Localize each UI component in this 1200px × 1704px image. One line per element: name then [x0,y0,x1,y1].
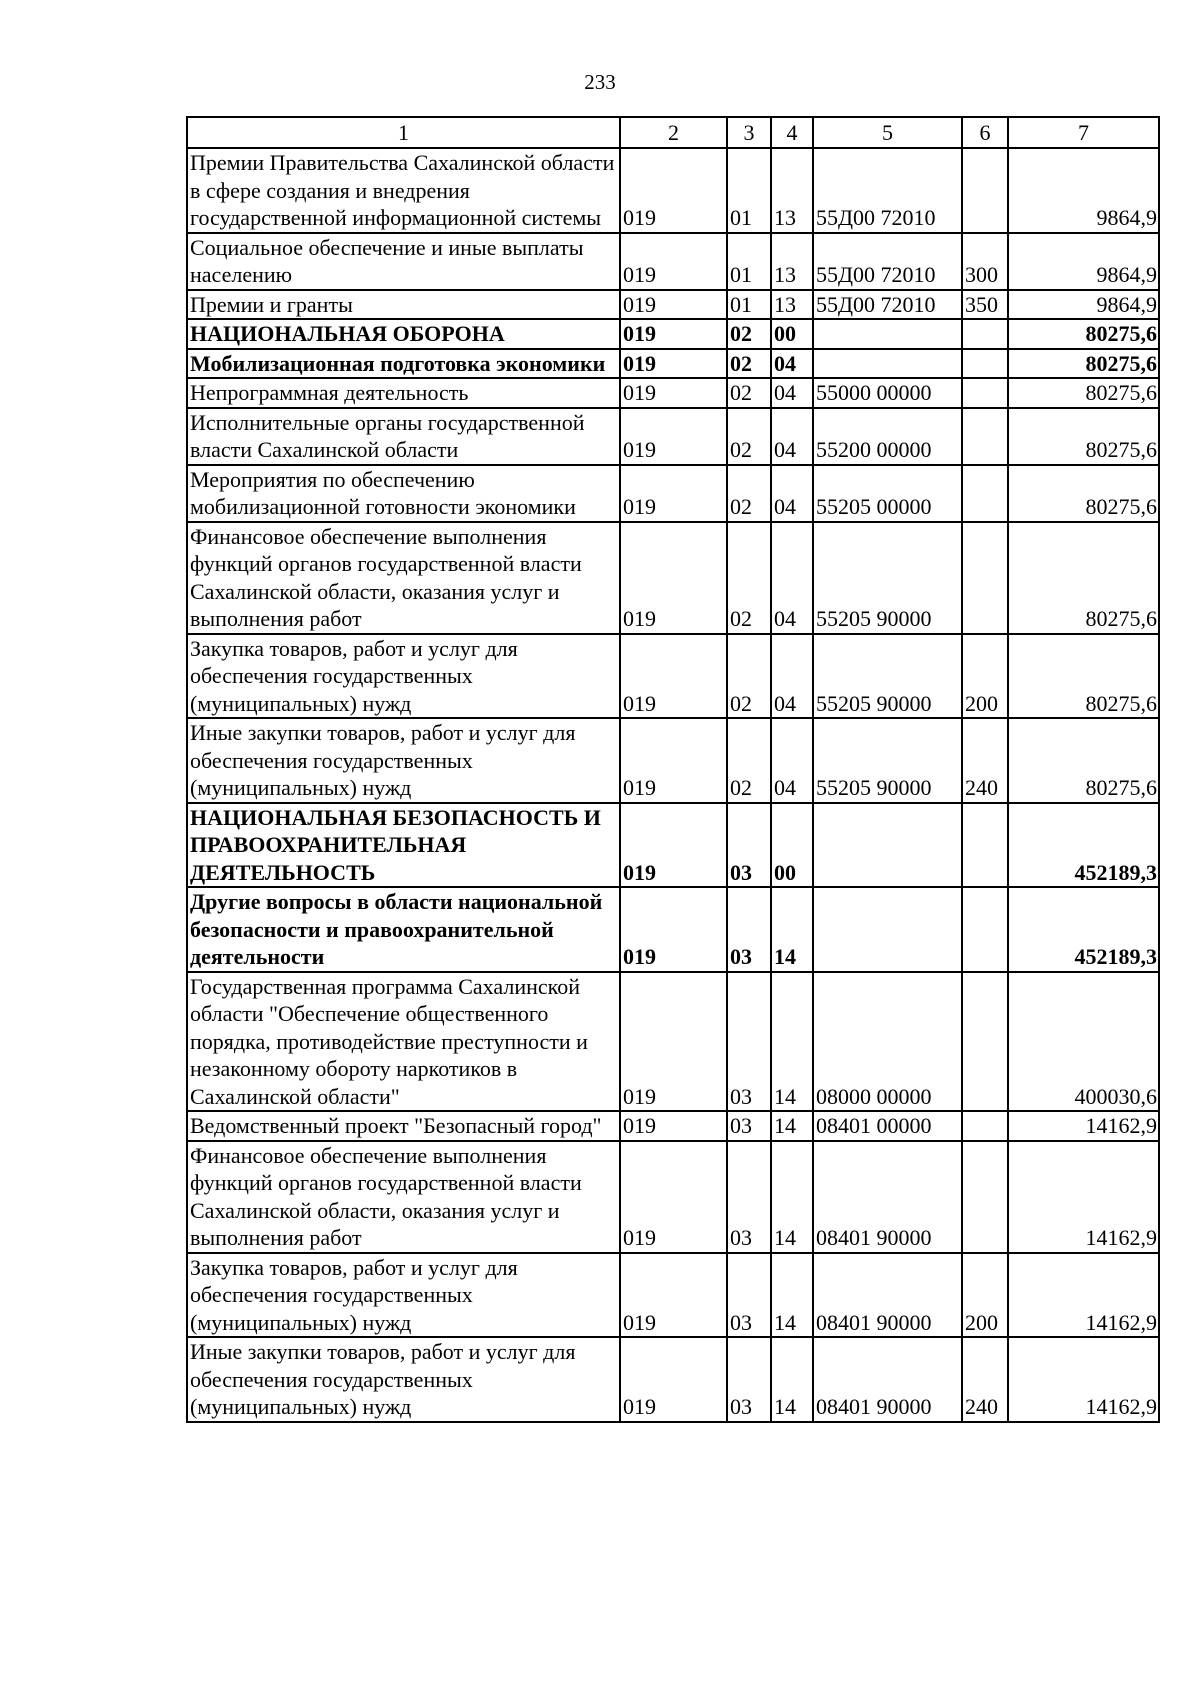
amount-cell: 14162,9 [1008,1337,1159,1422]
table-row [187,1253,1159,1338]
subsection-code-cell: 04 [771,408,813,465]
section-code-cell: 03 [727,803,771,888]
target-article-cell: 08401 90000 [813,1141,962,1253]
table-row [187,634,1159,719]
section-code-cell: 02 [727,634,771,719]
table-row [187,465,1159,522]
amount-cell: 80275,6 [1008,349,1159,379]
header-row [187,117,1159,148]
ministry-code-cell: 019 [620,1141,727,1253]
table-row [187,408,1159,465]
subsection-code-cell: 04 [771,349,813,379]
expense-type-cell [962,972,1008,1112]
ministry-code-cell: 019 [620,378,727,408]
expense-type-cell: 200 [962,634,1008,719]
subsection-code-cell: 04 [771,465,813,522]
subsection-code-cell: 04 [771,718,813,803]
table-row [187,233,1159,290]
section-code-cell: 02 [727,378,771,408]
amount-cell: 14162,9 [1008,1253,1159,1338]
table-row [187,290,1159,320]
section-code-cell: 02 [727,718,771,803]
ministry-code-cell: 019 [620,634,727,719]
ministry-code-cell: 019 [620,972,727,1112]
target-article-cell: 55205 00000 [813,465,962,522]
row-name-cell: Финансовое обеспечение выполнения функций органов государственной власти Сахалинской области, оказания услуг и выполнения работ [187,522,620,634]
amount-cell: 80275,6 [1008,408,1159,465]
ministry-code-cell: 019 [620,465,727,522]
target-article-cell: 08401 90000 [813,1337,962,1422]
subsection-code-cell: 13 [771,233,813,290]
expense-type-cell [962,1111,1008,1141]
row-name-cell: Мероприятия по обеспечению мобилизационной готовности экономики [187,465,620,522]
row-name-cell: Премии Правительства Сахалинской области в сфере создания и внедрения государственной информационной системы [187,148,620,233]
subsection-code-cell: 00 [771,319,813,349]
section-code-cell: 03 [727,972,771,1112]
section-code-cell: 03 [727,1111,771,1141]
row-name-cell: Непрограммная деятельность [187,378,620,408]
row-name-cell: Мобилизационная подготовка экономики [187,349,620,379]
ministry-code-cell: 019 [620,803,727,888]
row-name-cell: Премии и гранты [187,290,620,320]
subsection-code-cell: 14 [771,1111,813,1141]
row-name-cell: Закупка товаров, работ и услуг для обеспечения государственных (муниципальных) нужд [187,634,620,719]
amount-cell: 9864,9 [1008,148,1159,233]
amount-cell: 400030,6 [1008,972,1159,1112]
amount-cell: 452189,3 [1008,803,1159,888]
column-header: 1 [187,117,620,148]
expense-type-cell [962,378,1008,408]
subsection-code-cell: 13 [771,148,813,233]
section-code-cell: 03 [727,1337,771,1422]
subsection-code-cell: 14 [771,1141,813,1253]
ministry-code-cell: 019 [620,718,727,803]
table-row [187,718,1159,803]
section-code-cell: 02 [727,522,771,634]
section-code-cell: 03 [727,1141,771,1253]
section-code-cell: 01 [727,233,771,290]
section-code-cell: 02 [727,408,771,465]
ministry-code-cell: 019 [620,290,727,320]
subsection-code-cell: 00 [771,803,813,888]
expense-type-cell [962,887,1008,972]
amount-cell: 452189,3 [1008,887,1159,972]
expense-type-cell [962,803,1008,888]
target-article-cell: 08401 00000 [813,1111,962,1141]
subsection-code-cell: 14 [771,1337,813,1422]
target-article-cell [813,803,962,888]
amount-cell: 80275,6 [1008,522,1159,634]
target-article-cell: 55200 00000 [813,408,962,465]
ministry-code-cell: 019 [620,349,727,379]
subsection-code-cell: 13 [771,290,813,320]
section-code-cell: 01 [727,290,771,320]
table-row [187,378,1159,408]
expense-type-cell: 350 [962,290,1008,320]
expense-type-cell: 240 [962,718,1008,803]
section-code-cell: 01 [727,148,771,233]
column-header: 4 [771,117,813,148]
ministry-code-cell: 019 [620,522,727,634]
target-article-cell [813,319,962,349]
amount-cell: 9864,9 [1008,290,1159,320]
target-article-cell: 08000 00000 [813,972,962,1112]
table-row [187,1337,1159,1422]
ministry-code-cell: 019 [620,319,727,349]
page-number: 233 [584,70,616,94]
table-row [187,148,1159,233]
row-name-cell: Исполнительные органы государственной власти Сахалинской области [187,408,620,465]
budget-table [186,116,1160,1423]
table-row [187,522,1159,634]
expense-type-cell [962,349,1008,379]
expense-type-cell [962,1141,1008,1253]
ministry-code-cell: 019 [620,408,727,465]
target-article-cell: 55205 90000 [813,634,962,719]
expense-type-cell: 300 [962,233,1008,290]
row-name-cell: Социальное обеспечение и иные выплаты населению [187,233,620,290]
row-name-cell: Иные закупки товаров, работ и услуг для обеспечения государственных (муниципальных) нужд [187,1337,620,1422]
section-code-cell: 03 [727,887,771,972]
ministry-code-cell: 019 [620,887,727,972]
ministry-code-cell: 019 [620,233,727,290]
table-body [187,148,1159,1422]
expense-type-cell [962,148,1008,233]
ministry-code-cell: 019 [620,148,727,233]
amount-cell: 80275,6 [1008,319,1159,349]
column-header: 6 [962,117,1008,148]
amount-cell: 14162,9 [1008,1141,1159,1253]
target-article-cell [813,887,962,972]
ministry-code-cell: 019 [620,1111,727,1141]
column-header: 3 [727,117,771,148]
amount-cell: 80275,6 [1008,465,1159,522]
amount-cell: 80275,6 [1008,718,1159,803]
expense-type-cell [962,465,1008,522]
column-header: 7 [1008,117,1159,148]
table-row [187,349,1159,379]
table-row [187,1111,1159,1141]
subsection-code-cell: 14 [771,887,813,972]
column-header: 5 [813,117,962,148]
column-header: 2 [620,117,727,148]
row-name-cell: Ведомственный проект "Безопасный город" [187,1111,620,1141]
target-article-cell: 55Д00 72010 [813,148,962,233]
amount-cell: 9864,9 [1008,233,1159,290]
table-row [187,319,1159,349]
target-article-cell: 55Д00 72010 [813,290,962,320]
section-code-cell: 03 [727,1253,771,1338]
amount-cell: 80275,6 [1008,634,1159,719]
table-row [187,972,1159,1112]
target-article-cell: 55205 90000 [813,522,962,634]
target-article-cell [813,349,962,379]
table-row [187,887,1159,972]
row-name-cell: НАЦИОНАЛЬНАЯ ОБОРОНА [187,319,620,349]
section-code-cell: 02 [727,349,771,379]
row-name-cell: Государственная программа Сахалинской области "Обеспечение общественного порядка, противодействие преступности и незаконному обороту наркотиков в Сахалинской области" [187,972,620,1112]
subsection-code-cell: 04 [771,522,813,634]
amount-cell: 14162,9 [1008,1111,1159,1141]
subsection-code-cell: 04 [771,634,813,719]
target-article-cell: 55000 00000 [813,378,962,408]
expense-type-cell [962,319,1008,349]
row-name-cell: НАЦИОНАЛЬНАЯ БЕЗОПАСНОСТЬ И ПРАВООХРАНИТЕЛЬНАЯ ДЕЯТЕЛЬНОСТЬ [187,803,620,888]
expense-type-cell: 240 [962,1337,1008,1422]
ministry-code-cell: 019 [620,1337,727,1422]
target-article-cell: 55205 90000 [813,718,962,803]
row-name-cell: Иные закупки товаров, работ и услуг для обеспечения государственных (муниципальных) нужд [187,718,620,803]
section-code-cell: 02 [727,319,771,349]
section-code-cell: 02 [727,465,771,522]
target-article-cell: 08401 90000 [813,1253,962,1338]
expense-type-cell: 200 [962,1253,1008,1338]
row-name-cell: Закупка товаров, работ и услуг для обеспечения государственных (муниципальных) нужд [187,1253,620,1338]
row-name-cell: Финансовое обеспечение выполнения функций органов государственной власти Сахалинской области, оказания услуг и выполнения работ [187,1141,620,1253]
subsection-code-cell: 04 [771,378,813,408]
subsection-code-cell: 14 [771,972,813,1112]
expense-type-cell [962,522,1008,634]
table-row [187,1141,1159,1253]
subsection-code-cell: 14 [771,1253,813,1338]
target-article-cell: 55Д00 72010 [813,233,962,290]
row-name-cell: Другие вопросы в области национальной безопасности и правоохранительной деятельности [187,887,620,972]
expense-type-cell [962,408,1008,465]
ministry-code-cell: 019 [620,1253,727,1338]
amount-cell: 80275,6 [1008,378,1159,408]
table-row [187,803,1159,888]
